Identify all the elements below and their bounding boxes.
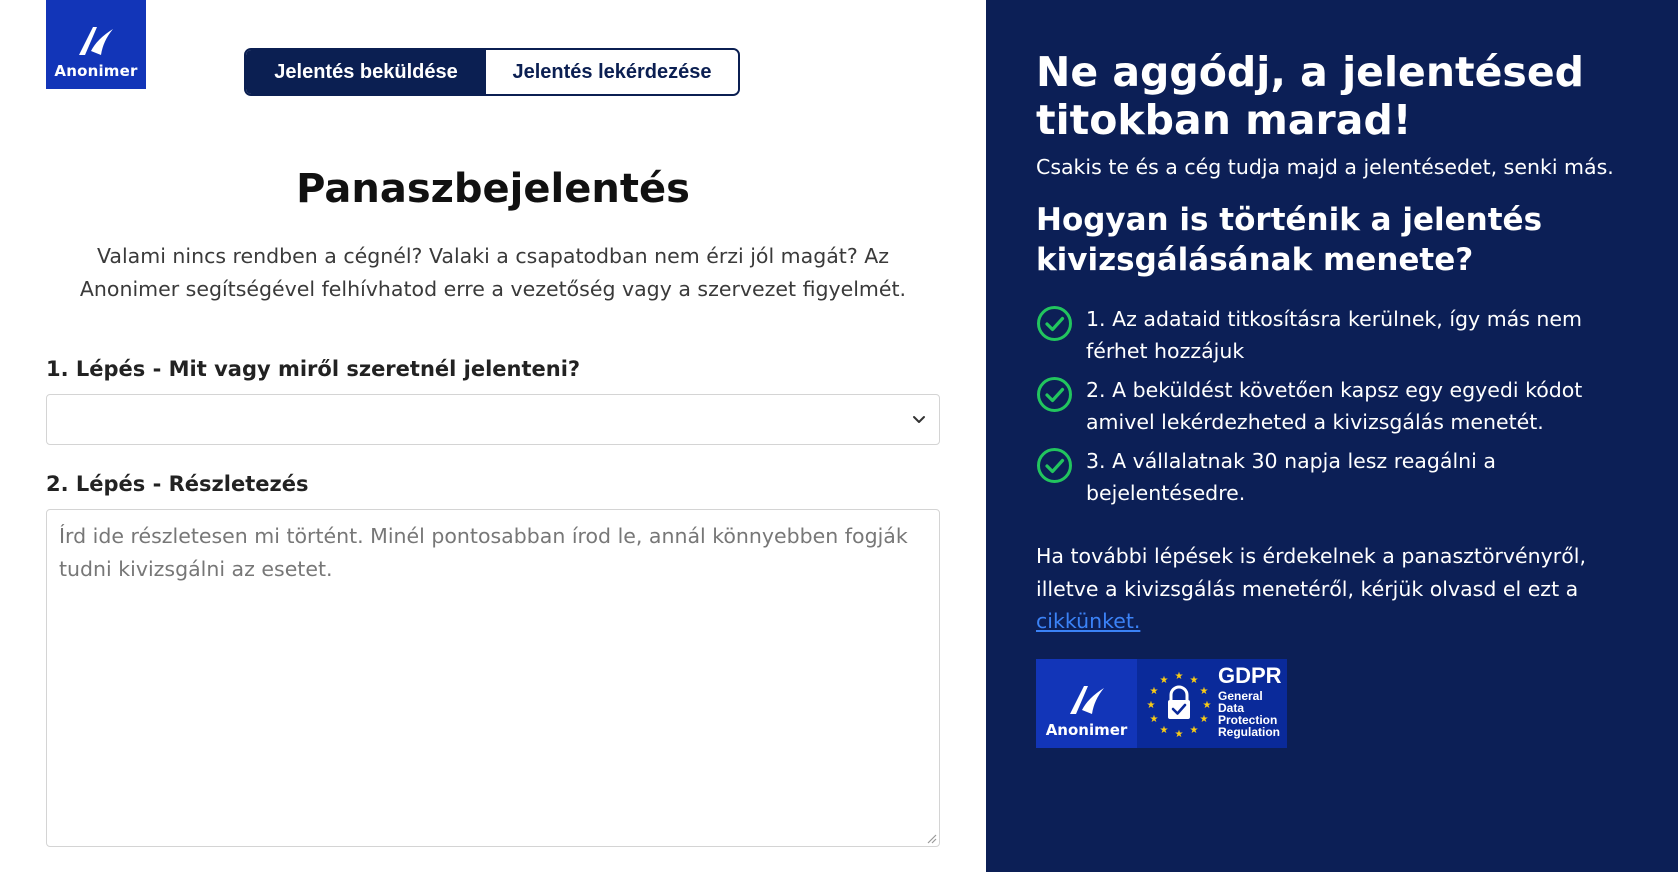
anonimer-logo-icon xyxy=(73,21,119,59)
svg-text:★: ★ xyxy=(1199,714,1209,725)
logo-brand-text: Anonimer xyxy=(54,62,138,80)
more-info-text xyxy=(1036,540,1636,638)
svg-text:★: ★ xyxy=(1159,725,1169,736)
step2-label: 2. Lépés - Részletezés xyxy=(46,472,309,496)
more-info-sentence: Ha további lépések is érdekelnek a panasztörvényről, illetve a kivizsgálás menetéről, kérjük olvasd el ezt a xyxy=(1036,544,1586,601)
check-circle-icon xyxy=(1036,447,1073,484)
tab-query-report[interactable]: Jelentés lekérdezése xyxy=(486,50,738,94)
gdpr-badge xyxy=(1036,659,1287,748)
svg-text:★: ★ xyxy=(1202,700,1212,711)
svg-text:★: ★ xyxy=(1159,675,1169,686)
process-step-text: 3. A vállalatnak 30 napja lesz reagálni a bejelentésedre. xyxy=(1086,449,1496,505)
step1-label: 1. Lépés - Mit vagy miről szeretnél jelenteni? xyxy=(46,357,581,381)
process-step xyxy=(1036,303,1636,367)
process-step-text: 2. A beküldést követően kapsz egy egyedi kódot amivel lekérdezheted a kivizsgálás menetét. xyxy=(1086,378,1583,434)
details-placeholder: Írd ide részletesen mi történt. Minél pontosabban írod le, annál könnyebben fogják tudni kivizsgálni az esetet. xyxy=(59,524,908,581)
gdpr-line: Protection xyxy=(1218,713,1278,727)
chevron-down-icon xyxy=(911,411,927,427)
badge-anonimer-logo xyxy=(1036,659,1137,748)
svg-text:★: ★ xyxy=(1149,686,1159,697)
svg-text:★: ★ xyxy=(1189,725,1199,736)
info-subtitle: Csakis te és a cég tudja majd a jelentésedet, senki más. xyxy=(1036,155,1614,179)
report-tabs xyxy=(244,48,740,96)
check-circle-icon xyxy=(1036,305,1073,342)
intro-text: Valami nincs rendben a cégnél? Valaki a csapatodban nem érzi jól magát? Az Anonimer segítségével felhívhatod erre a vezetőség vagy a szervezet figyelmét. xyxy=(79,244,907,301)
info-pane xyxy=(986,0,1678,872)
tab-submit-report[interactable]: Jelentés beküldése xyxy=(246,50,486,94)
anonimer-logo-icon xyxy=(1064,680,1110,718)
svg-text:★: ★ xyxy=(1149,714,1159,725)
process-step xyxy=(1036,374,1636,438)
svg-text:★: ★ xyxy=(1199,686,1209,697)
gdpr-title: GDPR xyxy=(1218,663,1282,688)
anonimer-logo[interactable] xyxy=(46,0,146,89)
eu-stars-lock-icon xyxy=(1143,667,1215,739)
gdpr-subtitle xyxy=(1218,690,1288,738)
info-title: Ne aggódj, a jelentésed titokban marad! xyxy=(1036,48,1584,144)
report-topic-select[interactable] xyxy=(46,394,940,445)
process-step xyxy=(1036,445,1636,509)
gdpr-seal xyxy=(1137,659,1287,748)
gdpr-line: General xyxy=(1218,689,1263,703)
badge-brand-text: Anonimer xyxy=(1045,721,1128,739)
gdpr-line: Regulation xyxy=(1218,725,1280,739)
svg-text:★: ★ xyxy=(1174,729,1184,739)
process-step-text: 1. Az adataid titkosításra kerülnek, így más nem férhet hozzájuk xyxy=(1086,307,1582,363)
svg-text:★: ★ xyxy=(1146,700,1156,711)
page-title: Panaszbejelentés xyxy=(296,166,690,212)
gdpr-line: Data xyxy=(1218,701,1245,715)
resize-grip-icon[interactable] xyxy=(925,832,937,844)
process-steps xyxy=(1036,303,1636,516)
check-circle-icon xyxy=(1036,376,1073,413)
svg-text:★: ★ xyxy=(1174,671,1184,682)
article-link[interactable]: cikkünket. xyxy=(1036,609,1141,633)
how-title: Hogyan is történik a jelentés kivizsgálásának menete? xyxy=(1036,202,1543,278)
svg-text:★: ★ xyxy=(1189,675,1199,686)
details-textarea[interactable] xyxy=(46,509,940,847)
